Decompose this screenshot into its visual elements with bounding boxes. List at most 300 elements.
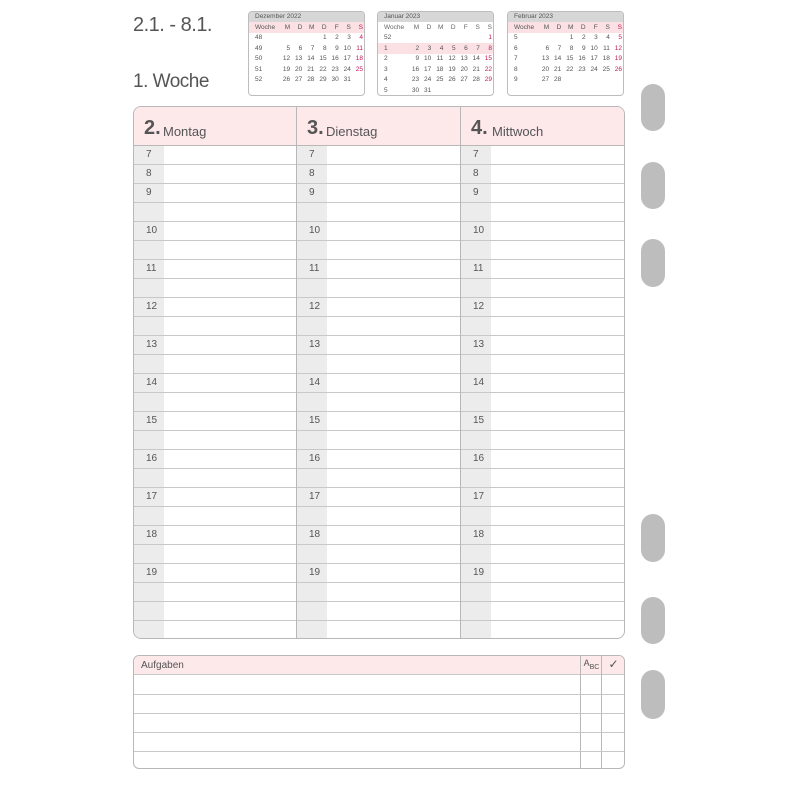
mini-calendar [507,11,624,96]
mini-calendar-day-cell [599,75,611,86]
hour-label: 9 [309,187,315,198]
day-number: 2. [144,117,161,139]
hour-label: 19 [473,567,485,578]
mini-calendar-day-cell: 8 [569,44,574,52]
task-line[interactable] [134,751,624,752]
time-slot[interactable] [134,279,296,298]
time-slot[interactable] [297,564,460,583]
mini-calendar-day-cell: 8 [322,44,327,52]
mini-calendar-day-cell: M [438,23,444,31]
time-slot[interactable] [134,165,296,184]
mini-calendar-day-cell: 15 [319,55,327,63]
week-label: 1. Woche [133,71,209,92]
mini-calendar-title: Februar 2023 [508,12,623,22]
time-slot[interactable] [297,469,460,488]
time-slot[interactable] [297,507,460,526]
mini-calendar-day-cell: 29 [484,76,492,84]
hour-label: 18 [473,529,485,540]
mini-calendar-day-cell: 27 [460,76,468,84]
mini-calendar-day-cell: D [426,23,432,31]
mini-calendar-day-cell: 2 [408,43,420,54]
time-slot[interactable] [461,412,624,431]
time-slot[interactable] [461,165,624,184]
mini-calendar-day-cell: 18 [355,55,363,63]
time-slot[interactable] [134,412,296,431]
time-slot[interactable] [461,488,624,507]
time-slot[interactable] [461,602,624,621]
mini-calendar-day-cell: 6 [545,44,550,52]
mini-calendar-day-cell: 28 [554,76,562,84]
day-header-row [134,107,624,146]
task-line[interactable] [134,732,624,733]
hour-label: 10 [146,225,158,236]
hour-label: 15 [146,415,158,426]
mini-calendar-week-cell: 52 [255,76,263,84]
mini-calendar-day-cell: 8 [481,43,493,54]
mini-calendar-day-cell: D [550,22,562,33]
hour-label: 11 [146,263,157,274]
mini-calendar-day-cell: 26 [282,76,291,84]
time-slot[interactable] [297,583,460,602]
mini-calendar-day-cell [457,33,469,44]
mini-calendar-week-row [508,33,623,44]
mini-calendar-week-cell: 3 [384,65,388,73]
mini-calendar-day-cell: 25 [355,65,363,73]
time-slot[interactable] [134,298,296,317]
mini-calendar-day-cell: 23 [411,76,420,84]
hour-label: 13 [146,339,158,350]
time-slot[interactable] [297,241,460,260]
mini-calendar-week-cell: 50 [255,55,263,63]
time-slot[interactable] [297,222,460,241]
mini-calendar-day-cell: 5 [444,43,456,54]
time-slot[interactable] [461,222,624,241]
time-slot[interactable] [461,583,624,602]
mini-calendar-day-cell [457,85,469,96]
time-slot[interactable] [134,564,296,583]
mini-calendar-day-cell: 1 [322,34,327,42]
time-slot[interactable] [134,374,296,393]
hour-label: 9 [146,187,152,198]
mini-calendar-day-cell: 12 [448,55,456,63]
mini-calendar-day-cell: 9 [581,44,586,52]
mini-calendar-week-row [249,33,364,44]
mini-calendar-week-row [378,64,493,75]
day-name: Dienstag [326,124,378,139]
time-slot[interactable] [461,336,624,355]
mini-calendar-day-cell: 1 [569,34,574,42]
time-slot[interactable] [461,393,624,412]
mini-calendar-day-cell: 16 [411,65,420,73]
hour-label: 11 [473,263,484,274]
time-slot[interactable] [461,355,624,374]
hour-label: 7 [473,149,479,160]
hour-label: 15 [309,415,321,426]
mini-calendar-day-cell: 14 [472,55,480,63]
mini-calendar-day-cell: D [450,23,456,31]
mini-calendar-day-cell: S [599,22,611,33]
mini-calendar-week-cell: Woche [508,22,538,33]
mini-calendar-day-cell [291,33,303,44]
time-slot[interactable] [461,317,624,336]
mini-calendar-week-row [249,54,364,65]
time-slot[interactable] [134,241,296,260]
task-line[interactable] [134,713,624,714]
time-slot[interactable] [297,184,460,203]
mini-calendar-day-cell: 18 [436,65,444,73]
mini-calendar-day-cell: S [475,23,480,31]
priority-label-main: A [583,658,590,668]
index-tab[interactable] [641,597,665,644]
time-slot[interactable] [297,545,460,564]
mini-calendar-week-cell: 8 [514,65,518,73]
time-slot[interactable] [461,526,624,545]
mini-calendar-day-cell: 12 [282,55,291,63]
mini-calendar-day-cell [538,33,550,44]
mini-calendar-week-cell: 7 [514,55,518,63]
mini-calendar-day-cell: 7 [469,43,481,54]
checkmark-icon: ✓ [608,657,619,671]
time-slot[interactable] [297,260,460,279]
time-slot[interactable] [134,184,296,203]
time-slot[interactable] [297,355,460,374]
hour-label: 13 [309,339,321,350]
time-slot[interactable] [297,336,460,355]
tasks-title: Aufgaben [141,660,184,671]
mini-calendar-day-cell: M [562,22,574,33]
index-tab[interactable] [641,670,665,719]
mini-calendar-day-cell: 21 [472,65,480,73]
day-name: Mittwoch [492,124,544,139]
time-slot[interactable] [134,203,296,222]
hour-label: 8 [473,168,479,179]
mini-calendar-week-cell: 1 [378,43,408,54]
time-slot[interactable] [461,298,624,317]
week-planner [133,106,625,639]
mini-calendar-day-cell: 25 [602,65,610,73]
mini-calendar-day-cell: S [611,22,623,33]
mini-calendar-day-cell: 28 [472,76,480,84]
hour-label: 16 [309,453,321,464]
mini-calendar-day-cell: 27 [295,76,303,84]
mini-calendar-day-cell: 13 [295,55,303,63]
mini-calendar-day-cell: 25 [436,76,444,84]
mini-calendar-day-cell: 4 [432,43,444,54]
mini-calendar-day-cell [481,85,493,96]
day-name: Montag [163,124,207,139]
mini-calendar-day-cell: M [413,23,420,31]
mini-calendar-day-cell: 22 [484,65,492,73]
tasks-header [134,656,624,675]
day-number: 4. [471,117,488,139]
time-slot[interactable] [134,602,296,621]
mini-calendar-week-row [508,43,623,54]
mini-calendar-day-cell: 14 [307,55,315,63]
mini-calendar-day-cell: 5 [618,34,622,42]
mini-calendar-title: Dezember 2022 [249,12,364,22]
mini-calendar-day-cell: 20 [541,65,550,73]
mini-calendar-day-cell [352,75,364,86]
mini-calendar-day-cell: 17 [424,65,432,73]
mini-calendar-day-cell: 15 [484,55,492,63]
mini-calendar-header-row [378,22,493,33]
mini-calendar-day-cell: 5 [286,44,291,52]
mini-calendar-week-cell: 4 [384,76,388,84]
mini-calendar-week-row [378,85,493,96]
time-slot[interactable] [297,621,460,639]
mini-calendar-day-cell: 3 [420,43,432,54]
mini-calendar-day-cell: 24 [590,65,598,73]
mini-calendar-week-row [249,75,364,86]
time-slot[interactable] [134,488,296,507]
mini-calendar-day-cell [444,33,456,44]
time-slot[interactable] [134,450,296,469]
mini-calendar-day-cell: F [328,22,340,33]
mini-calendar-week-cell: 51 [255,65,263,73]
mini-calendar [248,11,365,96]
time-slot[interactable] [134,336,296,355]
mini-calendar-day-cell: 6 [298,44,303,52]
mini-calendar-title: Januar 2023 [378,12,493,22]
tasks-box [133,655,625,769]
mini-calendar-day-cell [587,75,599,86]
mini-calendar-day-cell: 13 [541,55,550,63]
mini-calendar-week-cell: 9 [514,76,518,84]
mini-calendar-day-cell: 29 [319,76,327,84]
hour-label: 19 [146,567,158,578]
mini-calendar-day-cell: 27 [541,76,550,84]
mini-calendar-day-cell: 11 [356,44,363,52]
time-slot[interactable] [134,469,296,488]
time-slot[interactable] [297,526,460,545]
time-slot[interactable] [461,374,624,393]
hour-label: 14 [146,377,158,388]
mini-calendar-day-cell: 14 [554,55,562,63]
mini-calendar-day-cell [469,85,481,96]
mini-calendar-day-cell [469,33,481,44]
mini-calendar-day-cell: 2 [581,34,586,42]
mini-calendar-day-cell: 9 [335,44,339,52]
mini-calendar-day-cell: 17 [343,55,351,63]
hour-label: 12 [146,301,158,312]
mini-calendar-day-cell: 26 [614,65,622,73]
time-slot[interactable] [461,545,624,564]
time-slot[interactable] [297,298,460,317]
mini-calendar-day-cell: S [352,22,364,33]
mini-calendar-week-row [249,43,364,54]
day-header [134,107,297,146]
time-slot[interactable] [297,279,460,298]
time-slot[interactable] [461,469,624,488]
mini-calendar-day-cell: 6 [457,43,469,54]
mini-calendar-day-cell [303,33,315,44]
index-tab[interactable] [641,84,665,131]
mini-calendar-day-cell: S [340,22,352,33]
time-slot[interactable] [134,393,296,412]
mini-calendar-day-cell: D [574,22,586,33]
mini-calendar-week-row [508,54,623,65]
time-slot[interactable] [134,355,296,374]
mini-calendar-day-cell: 16 [331,55,339,63]
hour-label: 7 [146,149,152,160]
task-line[interactable] [134,694,624,695]
time-slot[interactable] [134,526,296,545]
hour-label: 12 [309,301,321,312]
mini-calendar-day-cell: 23 [578,65,586,73]
mini-calendar-week-cell: 48 [255,34,263,42]
time-slot[interactable] [297,450,460,469]
time-slot[interactable] [134,431,296,450]
mini-calendar-day-cell: M [279,22,291,33]
mini-calendar-day-cell: D [291,22,303,33]
time-slot[interactable] [297,602,460,621]
time-slot[interactable] [297,374,460,393]
mini-calendar-day-cell [611,75,623,86]
mini-calendar-day-cell: 15 [566,55,574,63]
mini-calendar-day-cell: 10 [590,44,598,52]
time-slot[interactable] [297,412,460,431]
hour-label: 8 [309,168,315,179]
time-slot[interactable] [461,241,624,260]
time-slot[interactable] [461,279,624,298]
index-tab[interactable] [641,162,665,209]
mini-calendar-day-cell: 4 [606,34,610,42]
mini-calendar-day-cell: F [587,22,599,33]
time-slot[interactable] [134,317,296,336]
mini-calendar-week-row [378,75,493,86]
mini-calendar-day-cell: 19 [282,65,291,73]
mini-calendar-day-cell: 10 [424,55,432,63]
mini-calendar-day-cell: 11 [603,44,610,52]
mini-calendar-day-cell: 19 [614,55,622,63]
time-slot[interactable] [134,222,296,241]
hour-label: 17 [473,491,485,502]
hour-label: 14 [473,377,485,388]
hour-label: 17 [146,491,158,502]
mini-calendar-day-cell: F [463,23,468,31]
mini-calendar-day-cell: 16 [578,55,586,63]
mini-calendar-day-cell: 20 [460,65,468,73]
mini-calendar-week-cell: 2 [384,55,388,63]
time-slot[interactable] [297,203,460,222]
time-slot[interactable] [461,260,624,279]
hour-label: 18 [309,529,321,540]
time-slot[interactable] [461,507,624,526]
time-slot[interactable] [134,260,296,279]
time-slot[interactable] [461,203,624,222]
mini-calendar-week-cell: 52 [384,34,392,42]
mini-calendar-day-cell: 2 [335,34,339,42]
mini-calendar-day-cell: 24 [424,76,432,84]
mini-calendar-week-cell: 5 [384,86,388,94]
day-number: 3. [307,117,324,139]
time-slot[interactable] [297,488,460,507]
mini-calendar-day-cell: 7 [310,44,315,52]
index-tab[interactable] [641,514,665,562]
hour-label: 10 [473,225,485,236]
mini-calendar-day-cell: 7 [557,44,562,52]
mini-calendar-day-cell [279,33,291,44]
mini-calendar-day-cell: M [303,22,315,33]
mini-calendar-day-cell [408,33,420,44]
mini-calendar-day-cell: 3 [594,34,598,42]
day-header [461,107,624,146]
mini-calendar-day-cell: 31 [424,86,432,94]
hour-label: 9 [473,187,479,198]
day-column [297,146,461,639]
hour-label: 8 [146,168,152,179]
mini-calendar-week-row [378,43,493,54]
time-slot[interactable] [134,507,296,526]
hour-label: 17 [309,491,321,502]
mini-calendar-week-cell: Woche [249,22,279,33]
time-slot[interactable] [134,621,296,639]
mini-calendar-day-cell [432,33,444,44]
mini-calendar-week-row [508,64,623,75]
mini-calendar-day-cell: 21 [554,65,562,73]
time-slot[interactable] [461,621,624,639]
mini-calendar-day-cell [562,75,574,86]
time-slot[interactable] [134,146,296,165]
mini-calendar-day-cell: 23 [331,65,339,73]
time-slot[interactable] [297,393,460,412]
mini-calendar-day-cell: 31 [343,76,351,84]
day-column [134,146,297,639]
mini-calendar-week-row [378,33,493,44]
mini-calendar-day-cell: 18 [602,55,610,63]
mini-calendar-day-cell [444,85,456,96]
priority-label-sub: BC [589,663,600,671]
mini-calendar-day-cell: 3 [347,34,351,42]
time-slot[interactable] [134,583,296,602]
hour-label: 7 [309,149,315,160]
mini-calendar-week-cell: 49 [255,44,263,52]
day-column [461,146,624,639]
mini-calendar-day-cell [432,85,444,96]
mini-calendar-day-cell: 1 [488,34,492,42]
time-slot[interactable] [461,146,624,165]
mini-calendar-day-cell: 22 [566,65,574,73]
hour-label: 12 [473,301,485,312]
mini-calendar-day-cell: 13 [460,55,468,63]
time-slot[interactable] [461,564,624,583]
time-slot[interactable] [297,431,460,450]
mini-calendar-week-row [249,64,364,75]
mini-calendar-day-cell: 19 [448,65,456,73]
hour-label: 16 [473,453,485,464]
hour-label: 11 [309,263,320,274]
time-slot[interactable] [297,317,460,336]
time-slot[interactable] [461,431,624,450]
mini-calendar-week-cell: 6 [514,44,518,52]
mini-calendar-day-cell: D [315,22,327,33]
index-tab[interactable] [641,239,665,287]
time-slot[interactable] [297,165,460,184]
time-slot[interactable] [297,146,460,165]
mini-calendar-day-cell [550,33,562,44]
mini-calendar-day-cell: M [538,22,550,33]
hour-label: 19 [309,567,321,578]
mini-calendar-day-cell: 24 [343,65,351,73]
time-slot[interactable] [134,545,296,564]
mini-calendar-day-cell: 9 [415,55,420,63]
mini-calendar-header-row [249,22,364,33]
mini-calendar-header-row [508,22,623,33]
mini-calendar-day-cell: 4 [359,34,363,42]
hour-label: 10 [309,225,321,236]
time-slot[interactable] [461,184,624,203]
time-slot[interactable] [461,450,624,469]
